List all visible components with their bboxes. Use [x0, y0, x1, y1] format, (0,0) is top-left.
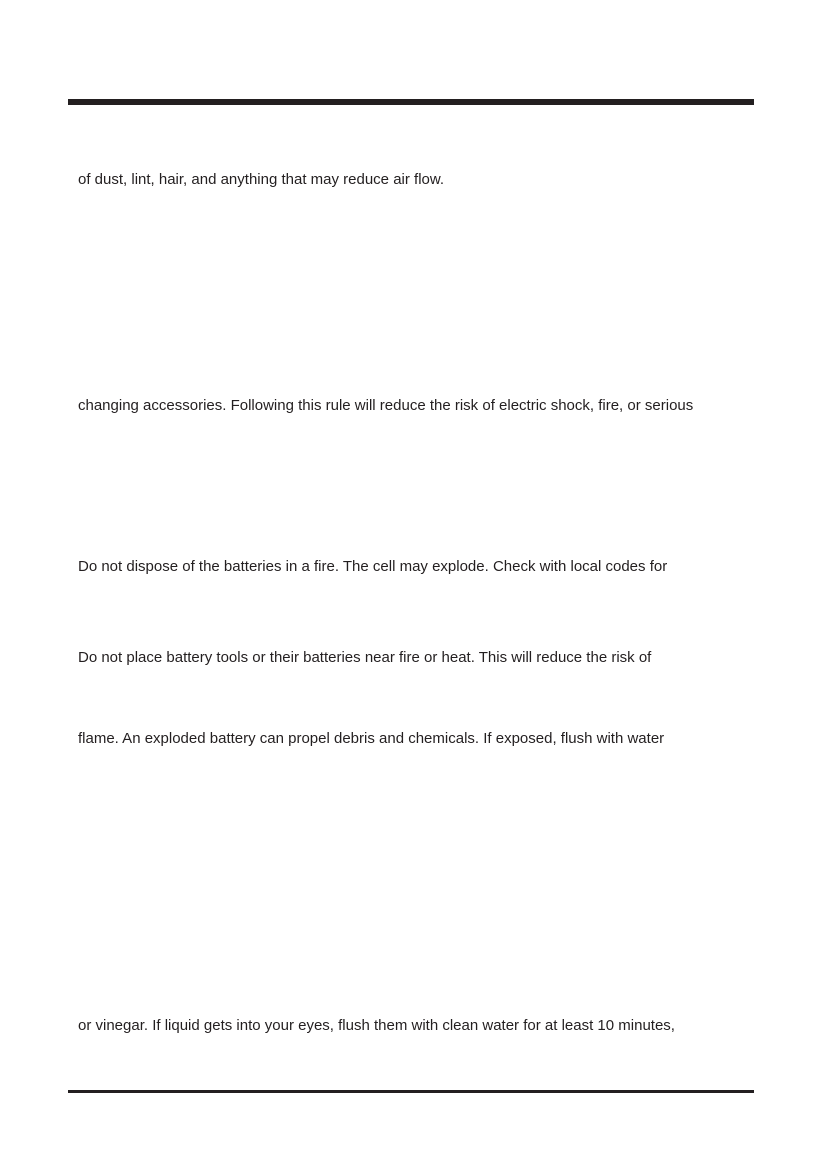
footer-rule	[68, 1090, 754, 1093]
text-line: or vinegar. If liquid gets into your eyes, flush them with clean water for at least 10 minutes,	[78, 1017, 675, 1034]
text-line: flame. An exploded battery can propel debris and chemicals. If exposed, flush with water	[78, 730, 665, 747]
text-line: Do not place battery tools or their batteries near fire or heat. This will reduce the risk of	[78, 649, 652, 666]
text-line: Do not dispose of the batteries in a fire. The cell may explode. Check with local codes for	[78, 558, 668, 575]
header-rule	[68, 99, 754, 105]
text-line: changing accessories. Following this rule will reduce the risk of electric shock, fire, or serious	[78, 397, 694, 414]
text-line: of dust, lint, hair, and anything that may reduce air flow.	[78, 171, 445, 188]
